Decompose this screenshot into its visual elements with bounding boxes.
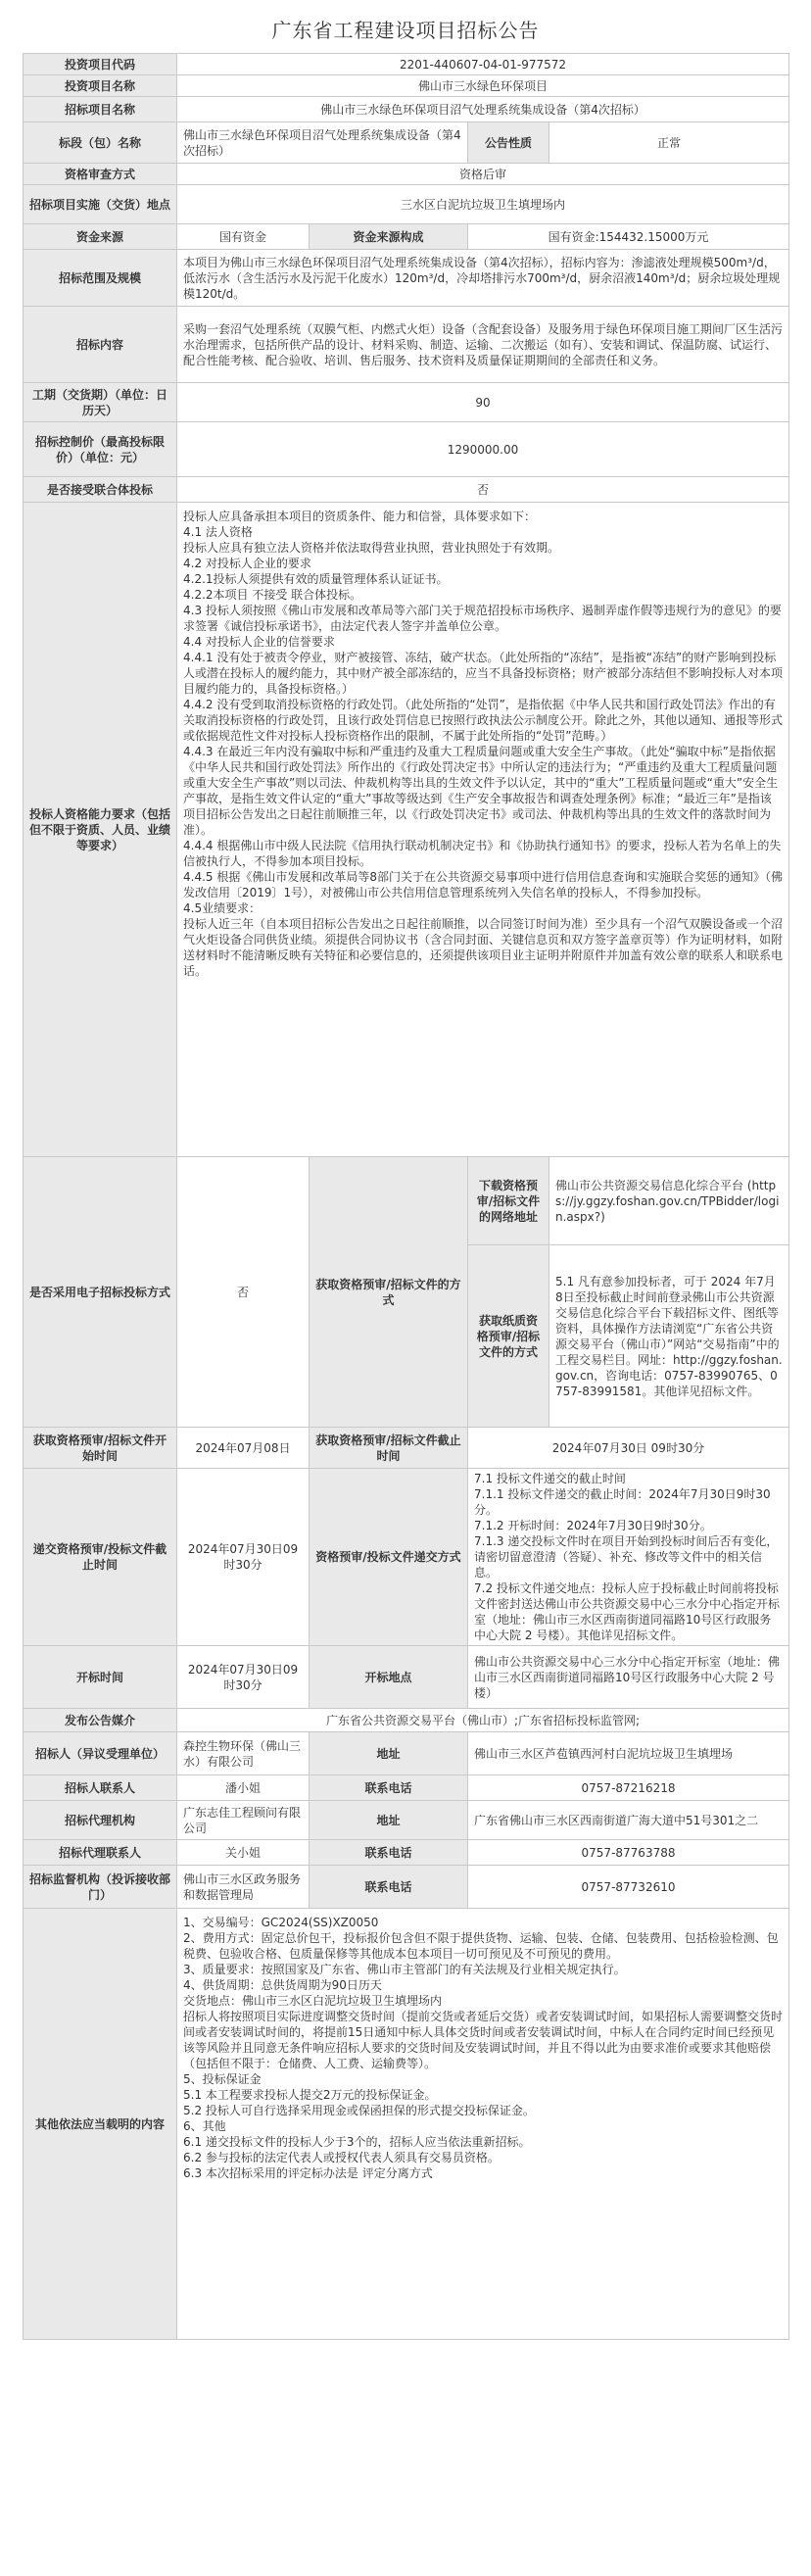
agency-addr-value: 广东省佛山市三水区西南街道广海大道中51号301之二 <box>468 1801 789 1840</box>
electronic-label: 是否采用电子招标投标方式 <box>24 1157 177 1428</box>
opening-time-label: 开标时间 <box>24 1646 177 1709</box>
doc-start-label: 获取资格预审/招标文件开始时间 <box>24 1428 177 1469</box>
funding-label: 资金来源 <box>24 224 177 250</box>
consortium-label: 是否接受联合体投标 <box>24 477 177 503</box>
project-code-label: 投资项目代码 <box>24 54 177 75</box>
review-method-value: 资格后审 <box>177 164 789 185</box>
deadline-label: 递交资格预审/投标文件截止时间 <box>24 1469 177 1646</box>
doc-end-value: 2024年07月30日 09时30分 <box>468 1428 789 1469</box>
supervision-phone-label: 联系电话 <box>310 1866 468 1909</box>
doc-website-label: 下载资格预审/招标文件的网络地址 <box>468 1157 549 1245</box>
electronic-value: 否 <box>177 1157 310 1428</box>
qualification-label: 投标人资格能力要求（包括但不限于资质、人员、业绩等要求） <box>24 503 177 1157</box>
agency-phone-value: 0757-87763788 <box>468 1840 789 1866</box>
supervision-value: 佛山市三水区政务服务和数据管理局 <box>177 1866 310 1909</box>
row-location <box>24 185 789 224</box>
row-agency <box>24 1801 789 1840</box>
agency-addr-label: 地址 <box>310 1801 468 1840</box>
row-times <box>24 1428 789 1469</box>
row-tender-project-name <box>24 97 789 122</box>
doc-paper-value: 5.1 凡有意参加投标者，可于 2024 年7月8日至投标截止时间前登录佛山市公共资源交易信息化综合平台下载招标文件、图纸等资料，具体操作方法请浏览“广东省公共资源交易平台（佛山市）”网站“交易指南”中的工程交易栏目。网址：http://ggzy.foshan.gov.cn，咨询电话：0757-83990765、0757-83991581。其他详见招标文件。 <box>549 1245 789 1428</box>
tenderer-contact-label: 招标人联系人 <box>24 1775 177 1801</box>
notice-nature-label: 公告性质 <box>468 122 549 164</box>
duration-label: 工期（交货期）（单位：日历天） <box>24 383 177 422</box>
other-label: 其他依法应当载明的内容 <box>24 1909 177 2340</box>
max-price-value: 1290000.00 <box>177 422 789 477</box>
deadline-value: 2024年07月30日09时30分 <box>177 1469 310 1646</box>
tenderer-value: 森控生物环保（佛山三水）有限公司 <box>177 1732 310 1775</box>
row-media <box>24 1709 789 1732</box>
row-project-name <box>24 75 789 97</box>
row-duration <box>24 383 789 422</box>
row-agency-contact <box>24 1840 789 1866</box>
doc-method-label: 获取资格预审/招标文件的方式 <box>310 1157 468 1428</box>
tenderer-addr-label: 地址 <box>310 1732 468 1775</box>
tenderer-label: 招标人（异议受理单位） <box>24 1732 177 1775</box>
row-content <box>24 307 789 383</box>
row-electronic <box>24 1157 789 1245</box>
location-label: 招标项目实施（交货）地点 <box>24 185 177 224</box>
doc-paper-label: 获取纸质资格预审/招标文件的方式 <box>468 1245 549 1428</box>
tender-project-name-label: 招标项目名称 <box>24 97 177 122</box>
doc-start-value: 2024年07月08日 <box>177 1428 310 1469</box>
tender-project-name-value: 佛山市三水绿色环保项目沼气处理系统集成设备（第4次招标） <box>177 97 789 122</box>
tenderer-contact-value: 潘小姐 <box>177 1775 310 1801</box>
doc-end-label: 获取资格预审/招标文件截止时间 <box>310 1428 468 1469</box>
opening-place-label: 开标地点 <box>310 1646 468 1709</box>
agency-label: 招标代理机构 <box>24 1801 177 1840</box>
agency-phone-label: 联系电话 <box>310 1840 468 1866</box>
row-supervision <box>24 1866 789 1909</box>
lot-value: 佛山市三水绿色环保项目沼气处理系统集成设备（第4次招标） <box>177 122 468 164</box>
row-funding <box>24 224 789 250</box>
row-tenderer <box>24 1732 789 1775</box>
max-price-label: 招标控制价（最高投标限价）（单位：元） <box>24 422 177 477</box>
row-project-code <box>24 54 789 75</box>
scope-label: 招标范围及规模 <box>24 250 177 307</box>
qualification-value: 投标人应具备承担本项目的资质条件、能力和信誉，具体要求如下： 4.1 法人资格 投标人应具有独立法人资格并依法取得营业执照，营业执照处于有效期。 4.2 对投标人企业的要求 4.2.1投标人须提供有效的质量管理体系认证证书。 4.2.2本项目 不接受 联合体投标。 4.3 投标人须按照《佛山市发展和改革局等六部门关于规范招投标市场秩序、遏制弄虚作假等违规行为的意见》的要求签署《诚信投标承诺书》，由法定代表人签字并盖单位公章。 4.4 对投标人企业的信誉要求 4.4.1 没有处于被责令停业，财产被接管、冻结，破产状态。（此处所指的“冻结”，是指被“冻结”的财产影响到投标人或潜在投标人的履约能力，其中财产被全部冻结的，应当不具备投标资格；财产被部分冻结但不影响投标人对本项目履约能力的，具备投标资格。） 4.4.2 没有受到取消投标资格的行政处罚。（此处所指的“处罚”，是指依据《中华人民共和国行政处罚法》作出的有关取消投标资格的行政处罚，且该行政处罚信息已按照行政执法公示制度公开。除此之外，其他以通知、通报等形式或依据规范性文件对投标人投标资格作出的限制，不属于此处所指的“处罚”范畴。） 4.4.3 在最近三年内没有骗取中标和严重违约及重大工程质量问题或重大安全生产事故。（此处“骗取中标”是指依据《中华人民共和国行政处罚法》所作出的《行政处罚决定书》中所认定的违法行为；“严重违约及重大工程质量问题或重大安全生产事故”则以司法、仲裁机构等出具的生效文件予以认定，其中的“重大”工程质量问题或“重大”安全生产事故，是指生效文件认定的“重大”事故等级达到《生产安全事故报告和调查处理条例》标准；“最近三年”是指该项目招标公告发出之日起往前顺推三年，以《行政处罚决定书》或司法、仲裁机构等出具的生效文件的落款时间为准）。 4.4.4 根据佛山市中级人民法院《信用执行联动机制决定书》和《协助执行通知书》的要求，投标人若为名单上的失信被执行人，不得参加本项目投标。 4.4.5 根据《佛山市发展和改革局等8部门关于在公共资源交易事项中进行信用信息查询和实施联合奖惩的通知》（佛发改信用〔2019〕1号），对被佛山市公共信用信息管理系统列入失信名单的投标人，不得参加投标。 4.5业绩要求： 投标人近三年（自本项目招标公告发出之日起往前顺推，以合同签订时间为准）至少具有一个沼气双膜设备或一个沼气火炬设备合同供货业绩。须提供合同协议书（含合同封面、关键信息页和双方签字盖章页等）作为证明材料，如附送材料时不能清晰反映有关特征和必要信息的，还须提供该项目业主证明并附原件并加盖有效公章的联系人和联系电话。 <box>177 503 789 1157</box>
funding-composition-value: 国有资金:154432.15000万元 <box>468 224 789 250</box>
funding-value: 国有资金 <box>177 224 310 250</box>
row-tenderer-contact <box>24 1775 789 1801</box>
submit-method-label: 资格预审/投标文件递交方式 <box>310 1469 468 1646</box>
row-opening <box>24 1646 789 1709</box>
row-deadline <box>24 1469 789 1646</box>
doc-website-value: 佛山市公共资源交易信息化综合平台 (https://jy.ggzy.foshan.gov.cn/TPBidder/login.aspx?) <box>549 1157 789 1245</box>
project-name-value: 佛山市三水绿色环保项目 <box>177 75 789 97</box>
media-value: 广东省公共资源交易平台（佛山市）;广东省招标投标监管网; <box>177 1709 789 1732</box>
row-scope <box>24 250 789 307</box>
agency-value: 广东志佳工程顾问有限公司 <box>177 1801 310 1840</box>
supervision-label: 招标监督机构（投诉接收部门） <box>24 1866 177 1909</box>
project-code-value: 2201-440607-04-01-977572 <box>177 54 789 75</box>
row-review-method <box>24 164 789 185</box>
opening-place-value: 佛山市公共资源交易中心三水分中心指定开标室（地址：佛山市三水区西南街道同福路10号区行政服务中心大院 2 号楼） <box>468 1646 789 1709</box>
tenderer-addr-value: 佛山市三水区芦苞镇西河村白泥坑垃圾卫生填埋场 <box>468 1732 789 1775</box>
duration-value: 90 <box>177 383 789 422</box>
page-title: 广东省工程建设项目招标公告 <box>271 19 540 42</box>
row-other <box>24 1909 789 2340</box>
row-qualification <box>24 503 789 1157</box>
supervision-phone-value: 0757-87732610 <box>468 1866 789 1909</box>
tenderer-phone-value: 0757-87216218 <box>468 1775 789 1801</box>
other-value: 1、交易编号：GC2024(SS)XZ0050 2、费用方式：固定总价包干，投标报价包含但不限于提供货物、运输、包装、仓储、包装费用、包括检验检测、包税费、包验收合格、包质量保修等其他成本包本项目一切可预见及不可预见的费用。 3、质量要求：按照国家及广东省、佛山市主管部门的有关法规及行业相关规定执行。 4、供货周期：总供货周期为90日历天 交货地点：佛山市三水区白泥坑垃圾卫生填埋场内 招标人将按照项目实际进度调整交货时间（提前交货或者延后交货）或者安装调试时间，如果招标人需要调整交货时间或者安装调试时间的，将提前15日通知中标人具体交货时间或者安装调试时间，中标人在合同约定时间已经预见该等风险并且同意无条件响应招标人要求的交货时间及安装调试时间，并且不得以此为由要求准价或要求其他赔偿（包括但不限于：仓储费、人工费、运输费等）。 5、投标保证金 5.1 本工程要求投标人提交2万元的投标保证金。 5.2 投标人可自行选择采用现金或保函担保的形式提交投标保证金。 6、其他 6.1 递交投标文件的投标人少于3个的，招标人应当依法重新招标。 6.2 参与投标的法定代表人或授权代表人须具有交易员资格。 6.3 本次招标采用的评定标办法是 评定分离方式 <box>177 1909 789 2340</box>
announcement-table <box>23 53 789 2340</box>
notice-nature-value: 正常 <box>549 122 789 164</box>
agency-contact-label: 招标代理联系人 <box>24 1840 177 1866</box>
funding-composition-label: 资金来源构成 <box>310 224 468 250</box>
location-value: 三水区白泥坑垃圾卫生填埋场内 <box>177 185 789 224</box>
consortium-value: 否 <box>177 477 789 503</box>
agency-contact-value: 关小姐 <box>177 1840 310 1866</box>
row-lot <box>24 122 789 164</box>
review-method-label: 资格审查方式 <box>24 164 177 185</box>
submit-method-value: 7.1 投标文件递交的截止时间 7.1.1 投标文件递交的截止时间：2024年7月30日9时30分。 7.1.2 开标时间：2024年7月30日9时30分。 7.1.3 递交投标文件时在项目开始到投标时间后否有变化，请密切留意澄清（答疑）、补充、修改等文件中的相关信息。 7.2 投标文件递交地点：投标人应于投标截止时间前将投标文件密封送达佛山市公共资源交易中心三水分中心指定开标室（地址：佛山市三水区西南街道同福路10号区行政服务中心大院 2 号楼）。其他详见招标文件。 <box>468 1469 789 1646</box>
project-name-label: 投资项目名称 <box>24 75 177 97</box>
content-value: 采购一套沼气处理系统（双膜气柜、内燃式火炬）设备（含配套设备）及服务用于绿色环保项目施工期间厂区生活污水治理需求，包括所供产品的设计、材料采购、制造、运输、二次搬运（如有）、安装和调试、保温防腐、试运行、配合性能考核、配合验收、培训、售后服务、技术资料及质量保证期期间的全部责任和义务。 <box>177 307 789 383</box>
row-consortium <box>24 477 789 503</box>
lot-label: 标段（包）名称 <box>24 122 177 164</box>
row-max-price <box>24 422 789 477</box>
scope-value: 本项目为佛山市三水绿色环保项目沼气处理系统集成设备（第4次招标），招标内容为：渗滤液处理规模500m³/d，低浓污水（含生活污水及污泥干化废水）120m³/d，冷却塔排污水700m³/d，厨余沼液140m³/d；厨余垃圾处理规模120t/d。 <box>177 250 789 307</box>
media-label: 发布公告媒介 <box>24 1709 177 1732</box>
content-label: 招标内容 <box>24 307 177 383</box>
opening-time-value: 2024年07月30日09时30分 <box>177 1646 310 1709</box>
tenderer-phone-label: 联系电话 <box>310 1775 468 1801</box>
